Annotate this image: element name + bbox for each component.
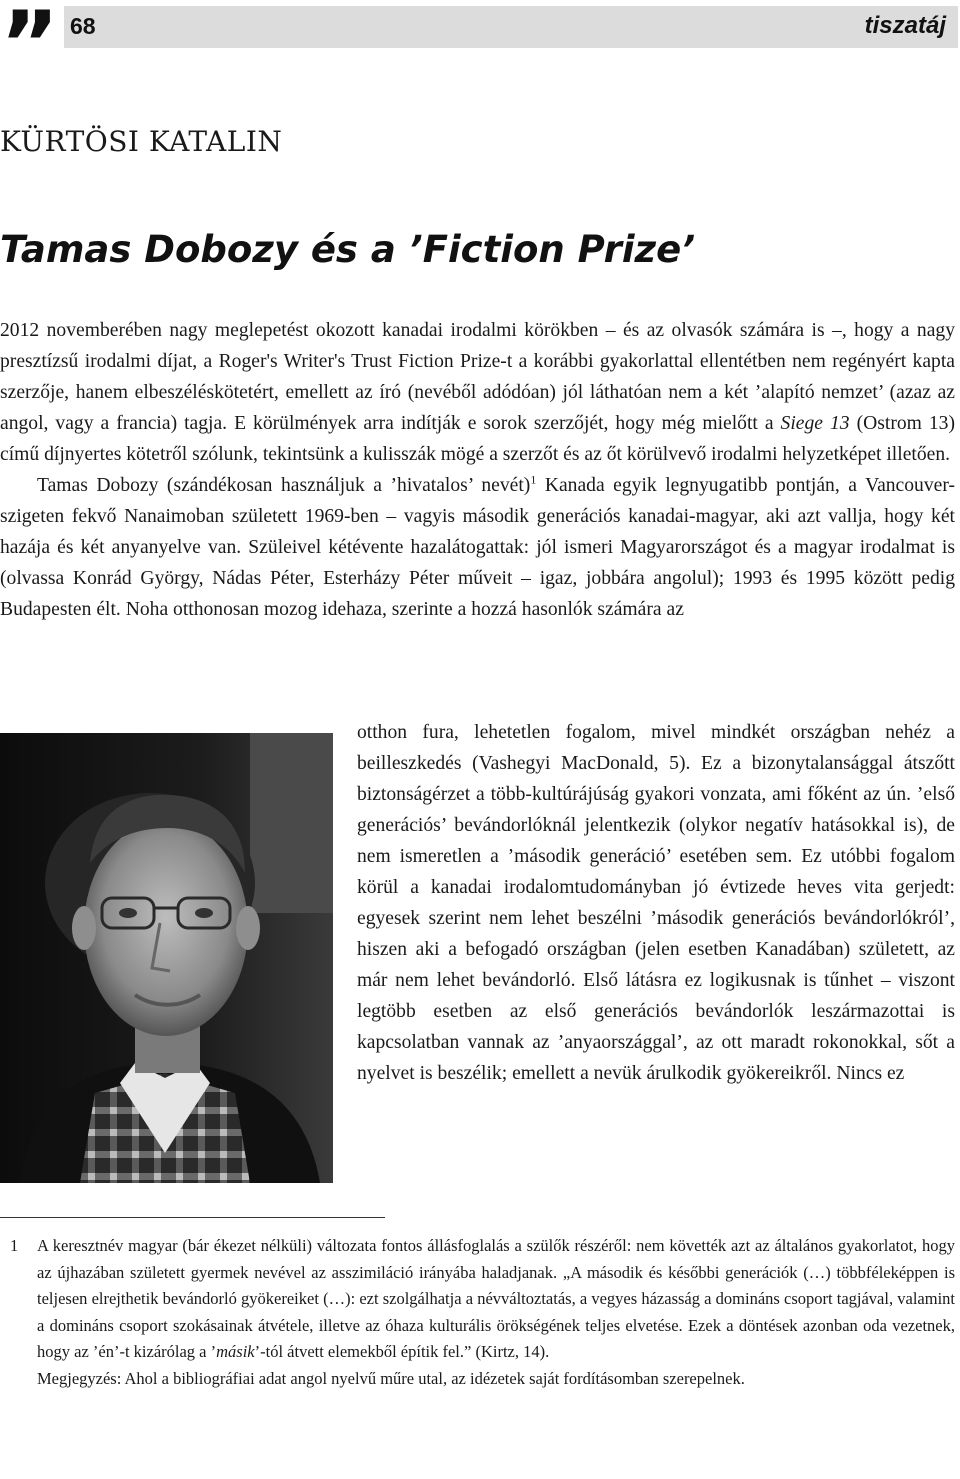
footnote-1-text-a: A keresztnév magyar (bár ékezet nélküli) változata fontos állásfoglalás a szülők részéről: nem követték azt az általános gyakorlatot, hogy az újhazában született gyermek nevével az asszimiláció irányába haladjanak. „A második és későbbi generációk (…) többféleképpen is teljesen elrejthetik bevándorló gyökereiket (…): ezt szolgálhatja a névváltoztatás, a vegyes házasság a domináns csoport tagjával, valamint a domináns csoport szokásainak átvétele, illetve az óhaza kulturális örökségének teljes elvetése. Ezek a döntések azonban oda vezetnek, hogy az ’én’-t kizárólag a ’ [37,1236,955,1361]
article-author: KÜRTÖSI KATALIN [0,125,283,158]
footnote-ref[interactable]: 1 [530,472,537,487]
wrapped-text-column [357,717,955,1089]
book-title: Siege 13 [780,413,850,434]
footnote-1 [0,1233,955,1366]
paragraph-2-continued: otthon fura, lehetetlen fogalom, mivel mindkét országban nehéz a beilleszkedés (Vashegyi MacDonald, 5). Ez a bizonytalansággal átszőtt biztonságérzet a több-kultúrájúság gyakori vonzata, ami főként az ún. ’első generációs’ bevándorlóknál jelentkezik (olykor negatív hatásokkal is), de nem ismeretlen a ’második generáció’ esetében sem. Ez utóbbi fogalom körül a kanadai irodalomtudományban jó évtizede heves vita gerjedt: egyesek szerint nem lehet beszélni ’második generációs bevándorlókról’, hiszen aki a befogadó országban (jelen esetben Kanadában) született, az már nem lehet bevándorló. Első látásra ez logikusnak is tűnhet – viszont legtöbb esetben az első generációs bevándorlók leszármazottai is kapcsolatban vannak az ’anyaországgal’, az ott maradt rokonokkal, sőt a nyelvet is beszélik; emellett a nevük árulkodik gyökereikről. Nincs ez [357,722,955,1084]
article-body [0,315,955,625]
paragraph-2-text-a: Tamas Dobozy (szándékosan használjuk a ’hivatalos’ nevét) [37,475,531,496]
footnotes [0,1233,955,1392]
header-bar [64,6,958,48]
footnote-1-italic: másik [216,1342,255,1361]
paragraph-1 [0,315,955,470]
footnote-note: Megjegyzés: Ahol a bibliográfiai adat angol nyelvű műre utal, az idézetek saját fordításomban szerepelnek. [37,1368,745,1388]
paragraph-2 [0,470,955,625]
paragraph-1-text-a: 2012 novemberében nagy meglepetést okozott kanadai irodalmi körökben – és az olvasók számára is –, hogy a nagy presztízsű irodalmi díjat, a Roger's Writer's Trust Fiction Prize-t a korábbi gyakorlattal ellentétben nem regényért kapta szerzője, hanem elbeszéléskötetért, emellett az író (nevéből adódóan) jól láthatóan nem a két ’alapító nemzet’ (azaz az angol, vagy a francia) tagja. E körülmények arra indítják e sorok szerzőjét, hogy még mielőtt a [0,320,955,434]
paragraph-1-text-b: (Ostrom 13) című díjnyertes kötetről szólunk, tekintsünk a kulisszák mögé a szerzőt és az őt körülvevő irodalmi helyzetképet illetően. [0,413,955,465]
footnote-1-number: 1 [10,1236,19,1255]
quote-mark-logo: ” [0,0,54,97]
author-portrait-image [0,733,333,1183]
author-photo [0,733,333,1183]
footnote-1-text-b: ’-tól átvett elemekből építik fel.” (Kirtz, 14). [254,1342,550,1361]
footnote-divider [0,1217,385,1218]
article-title: Tamas Dobozy és a ’Fiction Prize’ [0,228,696,271]
journal-name: tiszatáj [864,12,946,39]
paragraph-2-text-b: Kanada egyik legnyugatibb pontján, a Vancouver-szigeten fekvő Nanaimoban született 1969-ben – vagyis második generációs kanadai-magyar, aki azt vallja, hogy két hazája és két anyanyelve van. Szüleivel kétévente hazalátogattak: jól ismeri Magyarországot és a magyar irodalmat is (olvassa Konrád György, Nádas Péter, Esterházy Péter műveit – igaz, jobbára angolul); 1993 és 1995 között pedig Budapesten élt. Noha otthonosan mozog idehaza, szerinte a hozzá hasonlók számára az [0,475,955,620]
page-number: 68 [70,13,96,39]
